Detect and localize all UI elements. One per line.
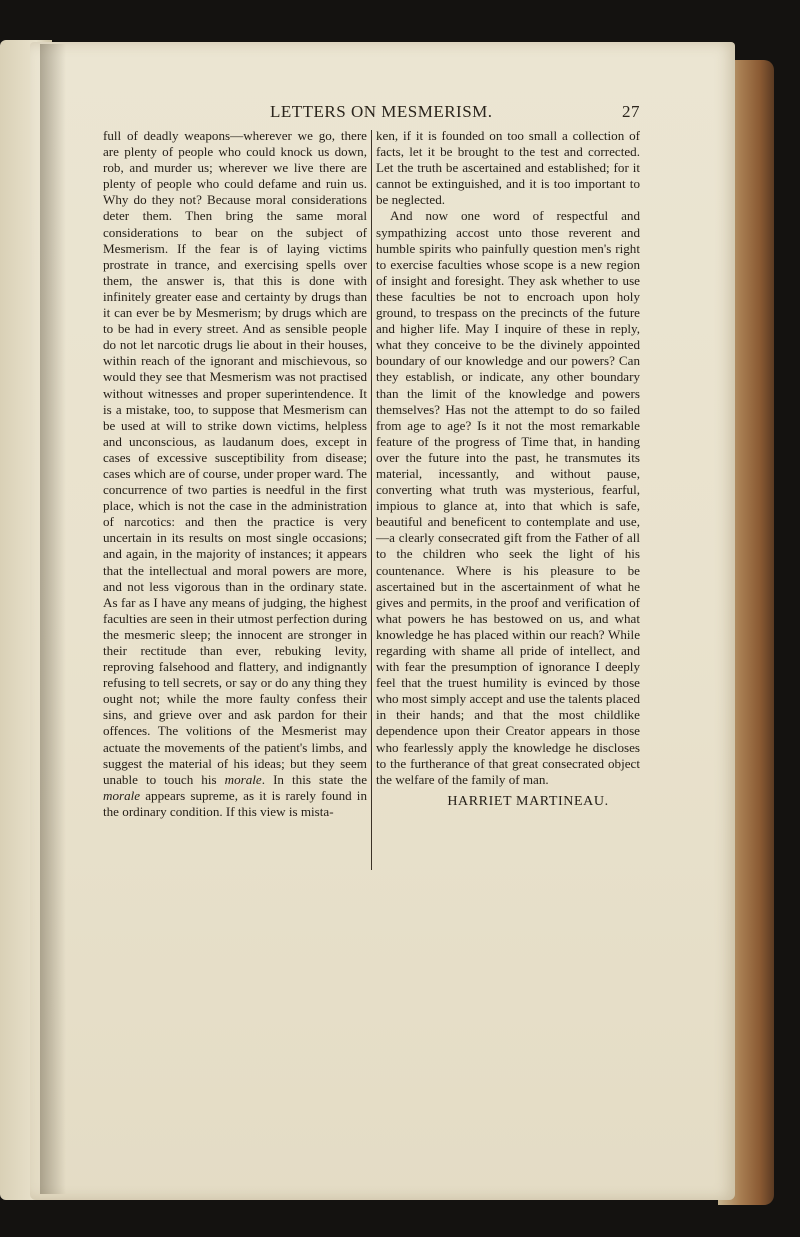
left-column xyxy=(103,128,367,820)
column-divider xyxy=(371,130,372,870)
right-paragraph-2: And now one word of respectful and sympathizing accost unto those reverent and humble spirits who painfully question men's right to exercise faculties whose scope is a new region of insight and foresight. They ask whether to use these faculties be not to encroach upon holy ground, to trespass on the precincts of the future and higher life. May I inquire of these in reply, what they conceive to be the divinely appointed boundary of our knowledge and our powers? Can they establish, or indicate, any other boundary than the limit of the knowledge and powers themselves? Has not the attempt to do so failed from age to age? Is it not the most remarkable feature of the progress of Time that, in handing over the future into the past, he transmutes its material, incessantly, and without pause, converting what truth was mysterious, fearful, impious to glance at, into that which is safe, beautiful and beneficent to contemplate and use,—a clearly consecrated gift from the Father of all to the children who seek the light of his countenance. Where is his pleasure to be ascertained but in the ascertainment of what he gives and permits, in the proof and verification of what powers he has bestowed on us, and what knowledge he has placed within our reach? While regarding with shame all pride of intellect, and with fear the presumption of ignorance I deeply feel that the truest humility is evinced by those who most simply accept and use the talents placed in their hands; and that the most childlike dependence upon their Creator appears in those who fearlessly apply the knowledge he discloses to the furtherance of that great consecrated object the welfare of the family of man. xyxy=(376,208,640,787)
right-paragraph-1: ken, if it is founded on too small a collection of facts, let it be brought to the test and corrected. Let the truth be ascertained and established; for it cannot be extinguished, and it is too important to be neglected. xyxy=(376,128,640,208)
author-signature: HARRIET MARTINEAU. xyxy=(447,793,609,809)
running-header xyxy=(270,102,640,124)
italic-word: morale xyxy=(103,787,141,803)
italic-word: morale xyxy=(224,771,262,787)
running-title: LETTERS ON MESMERISM. xyxy=(270,102,493,121)
page-number: 27 xyxy=(622,102,640,121)
right-column xyxy=(376,128,640,810)
left-paragraph: full of deadly weapons—wherever we go, there are plenty of people who could knock us down, rob, and murder us; wherever we live there are plenty of people who could defame and ruin us. Why do they not? Because moral considerations deter them. Then bring the same moral considerations to bear on the subject of Mesmerism. If the fear is of laying victims prostrate in trance, and exercising spells over them, the answer is, that this is done with infinitely greater ease and certainty by drugs than it can ever be by Mesmerism; by drugs which are to be had in every street. And as sensible people do not let narcotic drugs lie about in their houses, within reach of the ignorant and mischievous, so would they see that Mesmerism was not practised without witnesses and proper superintendence. It is a mistake, too, to suppose that Mesmerism can be used at will to strike down victims, helpless and unconscious, as laudanum does, except in cases of excessive susceptibility from disease; cases which are of course, under proper ward. The concurrence of two parties is needful in the first place, which is not the case in the administration of narcotics: and then the practice is very uncertain in its results on most single occasions; and again, in the majority of instances; it appears that the intellectual and moral powers are more, and not less vigorous than in the ordinary state. As far as I have any means of judging, the highest faculties are seen in their utmost perfection during the mesmeric sleep; the innocent are stronger in their rectitude than ever, rebuking levity, reproving falsehood and flattery, and indignantly refusing to tell secrets, or say or do any thing they ought not; while the more faulty confess their sins, and grieve over and ask pardon for their offences. The volitions of the Mesmerist may actuate the movements of the patient's limbs, and suggest the material of his ideas; but they seem unable to touch his morale. In this state the morale appears supreme, as it is rarely found in the ordinary condition. If this view is mista- xyxy=(103,128,368,819)
spine-shadow xyxy=(40,44,66,1194)
